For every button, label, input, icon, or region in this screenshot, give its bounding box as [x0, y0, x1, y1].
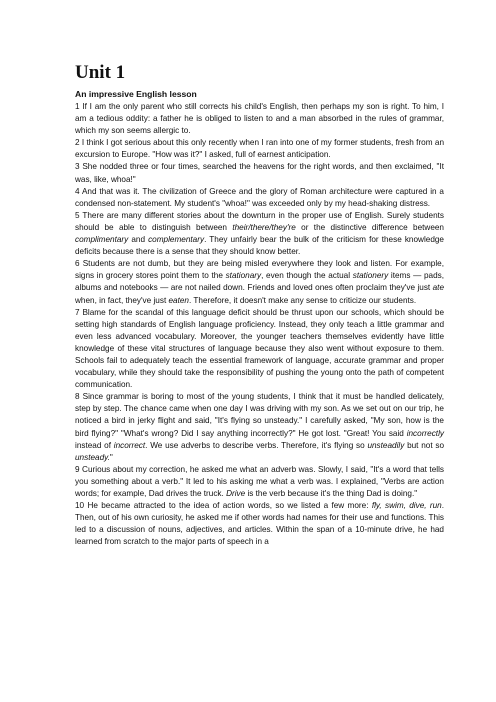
italic-term: complementary: [148, 235, 205, 245]
paragraph-5: [75, 210, 444, 258]
paragraph-8: [75, 391, 444, 464]
italic-term: fly, swim, dive, run: [371, 501, 442, 511]
text-run: 5 There are many different stories about the downturn in the proper use of English. Surely students should be able to distinguish between: [75, 210, 444, 232]
italic-term: complimentary: [75, 235, 129, 245]
text-run: 2 I think I got serious about this only recently when I ran into one of my former students, fresh from an excursion to Europe. "How was it?" I asked, full of earnest anticipation.: [75, 138, 444, 160]
unit-title: Unit 1: [75, 62, 126, 83]
text-run: but not so: [404, 440, 444, 450]
text-run: , even though the actual: [261, 271, 353, 281]
text-run: and: [128, 235, 149, 245]
italic-term: stationery: [352, 271, 389, 281]
lesson-title: An impressive English lesson: [75, 89, 197, 99]
paragraph-1: [75, 101, 444, 137]
italic-term: ate: [432, 283, 444, 293]
italic-term: incorrect: [113, 440, 146, 450]
paragraph-6: [75, 258, 444, 306]
text-run: 1 If I am the only parent who still corrects his child's English, then perhaps my son is right. To him, I am a tedious oddity: a father he is obliged to listen to and a man absorbed in the rules of grammar, which my son seems allergic to.: [75, 102, 444, 136]
italic-term: unsteady.: [75, 452, 110, 462]
italic-term: Drive: [226, 489, 246, 498]
text-run: 8 Since grammar is boring to most of the young students, I think that it must be handled delicately, step by step. The chance came when one day I was driving with my son. As we set out on our trip, he noticed a bird in jerky flight and said, "It's flying so unsteady." I carefully asked, "My son, how is the bird flying?" "What's wrong? Did I say anything incorrectly?" He got lost. "Great! You said: [75, 392, 444, 438]
italic-term: eaten: [168, 295, 189, 305]
paragraph-10: [75, 500, 444, 548]
italic-term: unsteadily: [367, 440, 405, 450]
text-run: items — pads, albums and notebooks — are not nailed down. Friends and loved ones often proclaim they've just: [75, 271, 444, 293]
paragraph-3: [75, 161, 444, 185]
italic-term: stationary: [225, 271, 262, 281]
text-run: 4 And that was it. The civilization of Greece and the glory of Roman architecture were captured in a condensed non-statement. My student's "whoa!" was exceeded only by my head-shaking distress.: [75, 186, 444, 208]
paragraph-2: [75, 137, 444, 161]
paragraph-4: [75, 186, 444, 210]
text-run: . We use adverbs to describe verbs. Therefore, it's flying so: [145, 440, 368, 450]
text-run: 10 He became attracted to the idea of action words, so we listed a few more:: [75, 501, 372, 511]
text-run: when, in fact, they've just: [75, 295, 169, 305]
italic-term: incorrectly: [406, 428, 444, 438]
italic-term: their/there/they're: [232, 222, 296, 232]
text-run: 6 Students are not dumb, but they are being misled everywhere they look and listen. For example, signs in grocery stores point them to the: [75, 259, 444, 281]
text-run: ": [109, 452, 113, 462]
text-run: 9 Curious about my correction, he asked me what an adverb was. Slowly, I said, "It's a word that tells you something about a verb." It led to his asking me what a verb was. I explained, "Verbs are action words; for example, Dad drives the truck.: [75, 464, 444, 498]
paragraph-9: [75, 464, 444, 500]
text-run: . They unfairly bear the bulk of the criticism for these knowledge deficits because there is a sense that they should know better.: [75, 235, 444, 257]
paragraph-7: [75, 307, 444, 392]
text-run: 7 Blame for the scandal of this language deficit should be thrust upon our schools, which should be setting high standards of English language proficiency. Instead, they only teach a little grammar and even less advanced vocabulary. Moreover, the younger teachers themselves evidently have little knowledge of these vital structures of language because they also went without exposure to them. Schools fail to adequately teach the essential framework of language, accurate grammar and proper vocabulary, while they should take the responsibility of pushing the young onto the path of competent communication.: [75, 307, 444, 390]
text-run: is the verb because it's the thing Dad is doing.": [245, 489, 418, 498]
body-text: [75, 101, 444, 548]
text-run: . Then, out of his own curiosity, he asked me if other words had names for their use and functions. This led to a discussion of nouns, adjectives, and articles. Within the span of a 10-minute drive, he had learned from scratch to the major parts of speech in a: [75, 501, 444, 547]
text-run: or the distinctive difference between: [295, 222, 444, 232]
text-run: instead of: [75, 440, 114, 450]
text-run: 3 She nodded three or four times, searched the heavens for the right words, and then exclaimed, "It was, like, whoa!": [75, 162, 444, 184]
text-run: . Therefore, it doesn't make any sense to criticize our students.: [189, 295, 417, 305]
